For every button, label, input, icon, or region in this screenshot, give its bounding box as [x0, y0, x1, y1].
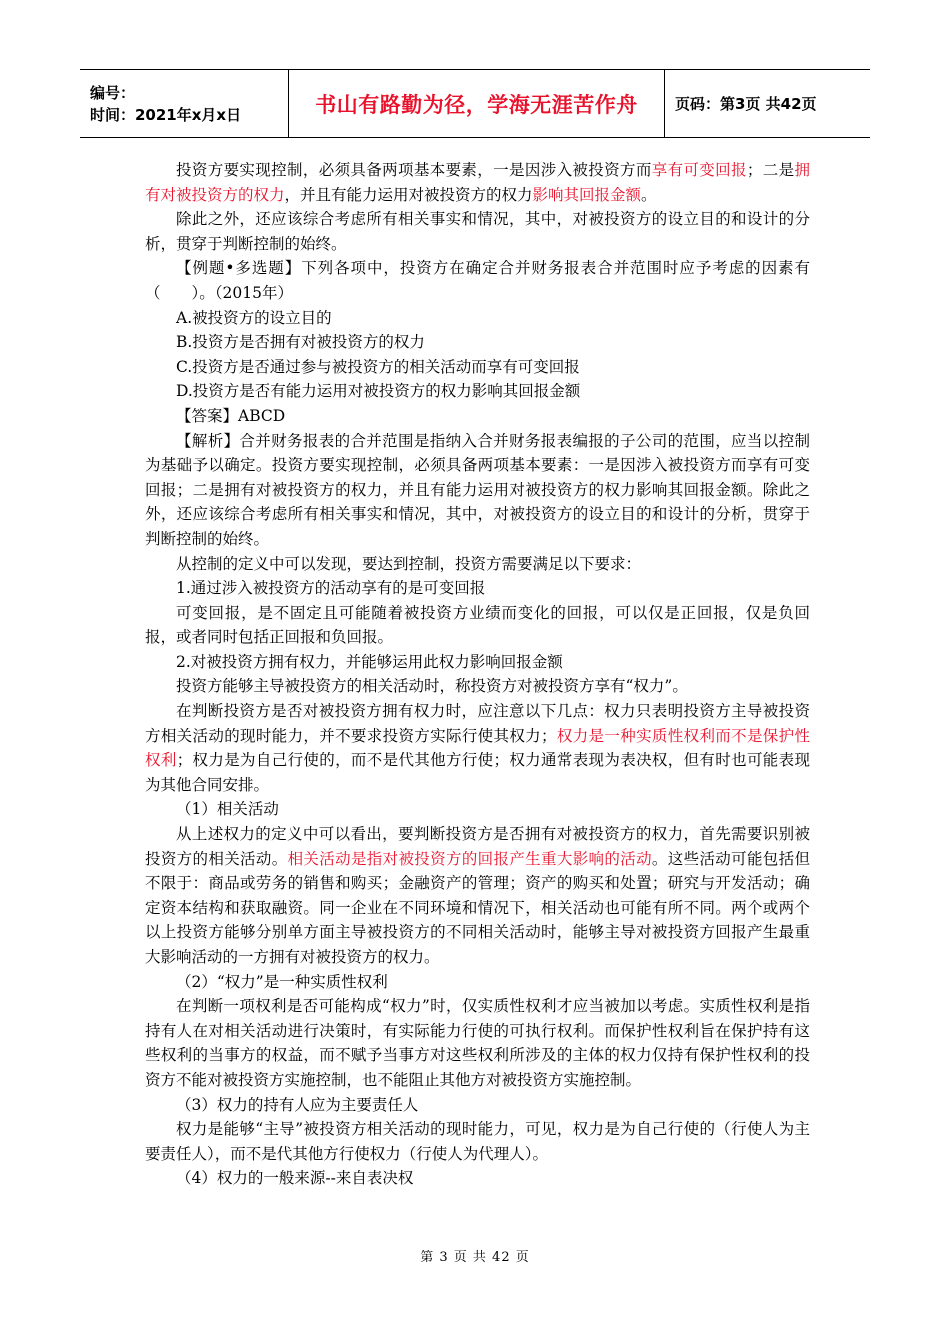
- document-date-label: 时间：2021年x月x日: [90, 105, 242, 124]
- text-run: 。: [641, 185, 657, 204]
- header-page-number: 页码：第3页 共42页: [675, 95, 817, 113]
- paragraph-control-elements: [145, 158, 810, 207]
- paragraph-power-notes: [145, 699, 810, 797]
- page-footer: 第 3 页 共 42 页: [420, 1250, 530, 1265]
- header-page-cell: [665, 70, 870, 137]
- text-run: 投资方要实现控制，必须具备两项基本要素，一是因涉入被投资方而: [176, 161, 652, 179]
- highlight-affect-returns: 影响其回报金额: [532, 185, 642, 204]
- text-run: 在判断投资方是否对被投资方拥有权力时，应注意以下几点：权力只表明投资方主导被投资方相关活动的现时能力，并不要求投资方实际行使其权力；: [145, 702, 810, 745]
- header-motto-cell: [289, 70, 665, 137]
- subsection-heading: （4）权力的一般来源--来自表决权: [176, 1169, 414, 1188]
- text-run: ；二是: [746, 161, 795, 179]
- subsection-heading: （2）“权力”是一种实质性权利: [176, 972, 388, 991]
- section-heading: 1.通过涉入被投资方的活动享有的是可变回报: [176, 579, 486, 598]
- paragraph: 权力是能够“主导”被投资方相关活动的现时能力，可见，权力是为自己行使的（行使人为主要责任人），而不是代其他方行使权力（行使人为代理人）。: [145, 1120, 810, 1163]
- text-run: 。这些活动可能包括但不限于：商品或劳务的销售和购买；金融资产的管理；资产的购买和处置；研究与开发活动；确定资本结构和获取融资。同一企业在不同环境和情况下，相关活动也可能有所不同。两个或两个以上投资方能够分别单方面主导被投资方的不同相关活动时，能够主导对被投资方回报产生最重大影响活动的一方拥有对被投资方的权力。: [145, 849, 810, 966]
- highlight-power: 拥有对被投资方的权力: [145, 161, 810, 204]
- paragraph: 可变回报，是不固定且可能随着被投资方业绩而变化的回报，可以仅是正回报，仅是负回报，或者同时包括正回报和负回报。: [145, 603, 810, 647]
- analysis: 【解析】合并财务报表的合并范围是指纳入合并财务报表编报的子公司的范围，应当以控制为基础予以确定。投资方要实现控制，必须具备两项基本要素：一是因涉入被投资方而享有可变回报；二是拥有对被投资方的权力，并且有能力运用对被投资方的权力影响其回报金额。除此之外，还应该综合考虑所有相关事实和情况，其中，对被投资方的设立目的和设计的分析，贯穿于判断控制的始终。: [145, 431, 810, 548]
- option-d: D.投资方是否有能力运用对被投资方的权力影响其回报金额: [176, 382, 581, 401]
- highlight-relevant-activities: 相关活动是指对被投资方的回报产生重大影响的活动: [287, 849, 652, 868]
- option-b: B.投资方是否拥有对被投资方的权力: [176, 333, 425, 352]
- page-header: [80, 69, 870, 138]
- document-body: [145, 158, 810, 1191]
- paragraph: 在判断一项权利是否可能构成“权力”时，仅实质性权利才应当被加以考虑。实质性权利是指持有人在对相关活动进行决策时，有实际能力行使的可执行权利。而保护性权利旨在保护持有这些权利的当事方的权益，而不赋予当事方对这些权利所涉及的主体的权力仅持有保护性权利的投资方不能对被投资方实施控制，也不能阻止其他方对被投资方实施控制。: [145, 997, 810, 1089]
- text-run: 从上述权力的定义中可以看出，要判断投资方是否拥有对被投资方的权力，首先需要识别被投资方的相关活动。: [145, 825, 810, 868]
- subsection-heading: （1）相关活动: [176, 800, 279, 819]
- paragraph: 从控制的定义中可以发现，要达到控制，投资方需要满足以下要求：: [176, 554, 642, 573]
- answer: 【答案】ABCD: [176, 406, 286, 425]
- option-a: A.被投资方的设立目的: [176, 308, 332, 327]
- paragraph: 投资方能够主导被投资方的相关活动时，称投资方对被投资方享有“权力”。: [176, 677, 688, 696]
- paragraph-relevant-activities: [145, 822, 810, 970]
- document-number-label: 编号：: [90, 83, 136, 102]
- text-run: ，并且有能力运用对被投资方的权力: [284, 185, 533, 204]
- highlight-variable-returns: 享有可变回报: [651, 161, 747, 179]
- text-run: ；权力是为自己行使的，而不是代其他方行使；权力通常表现为表决权，但有时也可能表现为其他合同安排。: [145, 751, 810, 794]
- example-question: 【例题•多选题】下列各项中，投资方在确定合并财务报表合并范围时应予考虑的因素有（ ）。（2015年）: [145, 259, 810, 302]
- option-c: C.投资方是否通过参与被投资方的相关活动而享有可变回报: [176, 357, 580, 376]
- section-heading: 2.对被投资方拥有权力，并能够运用此权力影响回报金额: [176, 652, 563, 671]
- header-meta: [80, 70, 289, 137]
- subsection-heading: （3）权力的持有人应为主要责任人: [176, 1095, 419, 1114]
- paragraph: 除此之外，还应该综合考虑所有相关事实和情况，其中，对被投资方的设立目的和设计的分析，贯穿于判断控制的始终。: [145, 210, 810, 253]
- highlight-substantive-right: 权力是一种实质性权利而不是保护性权利: [145, 726, 810, 770]
- header-motto: 书山有路勤为径，学海无涯苦作舟: [315, 92, 638, 117]
